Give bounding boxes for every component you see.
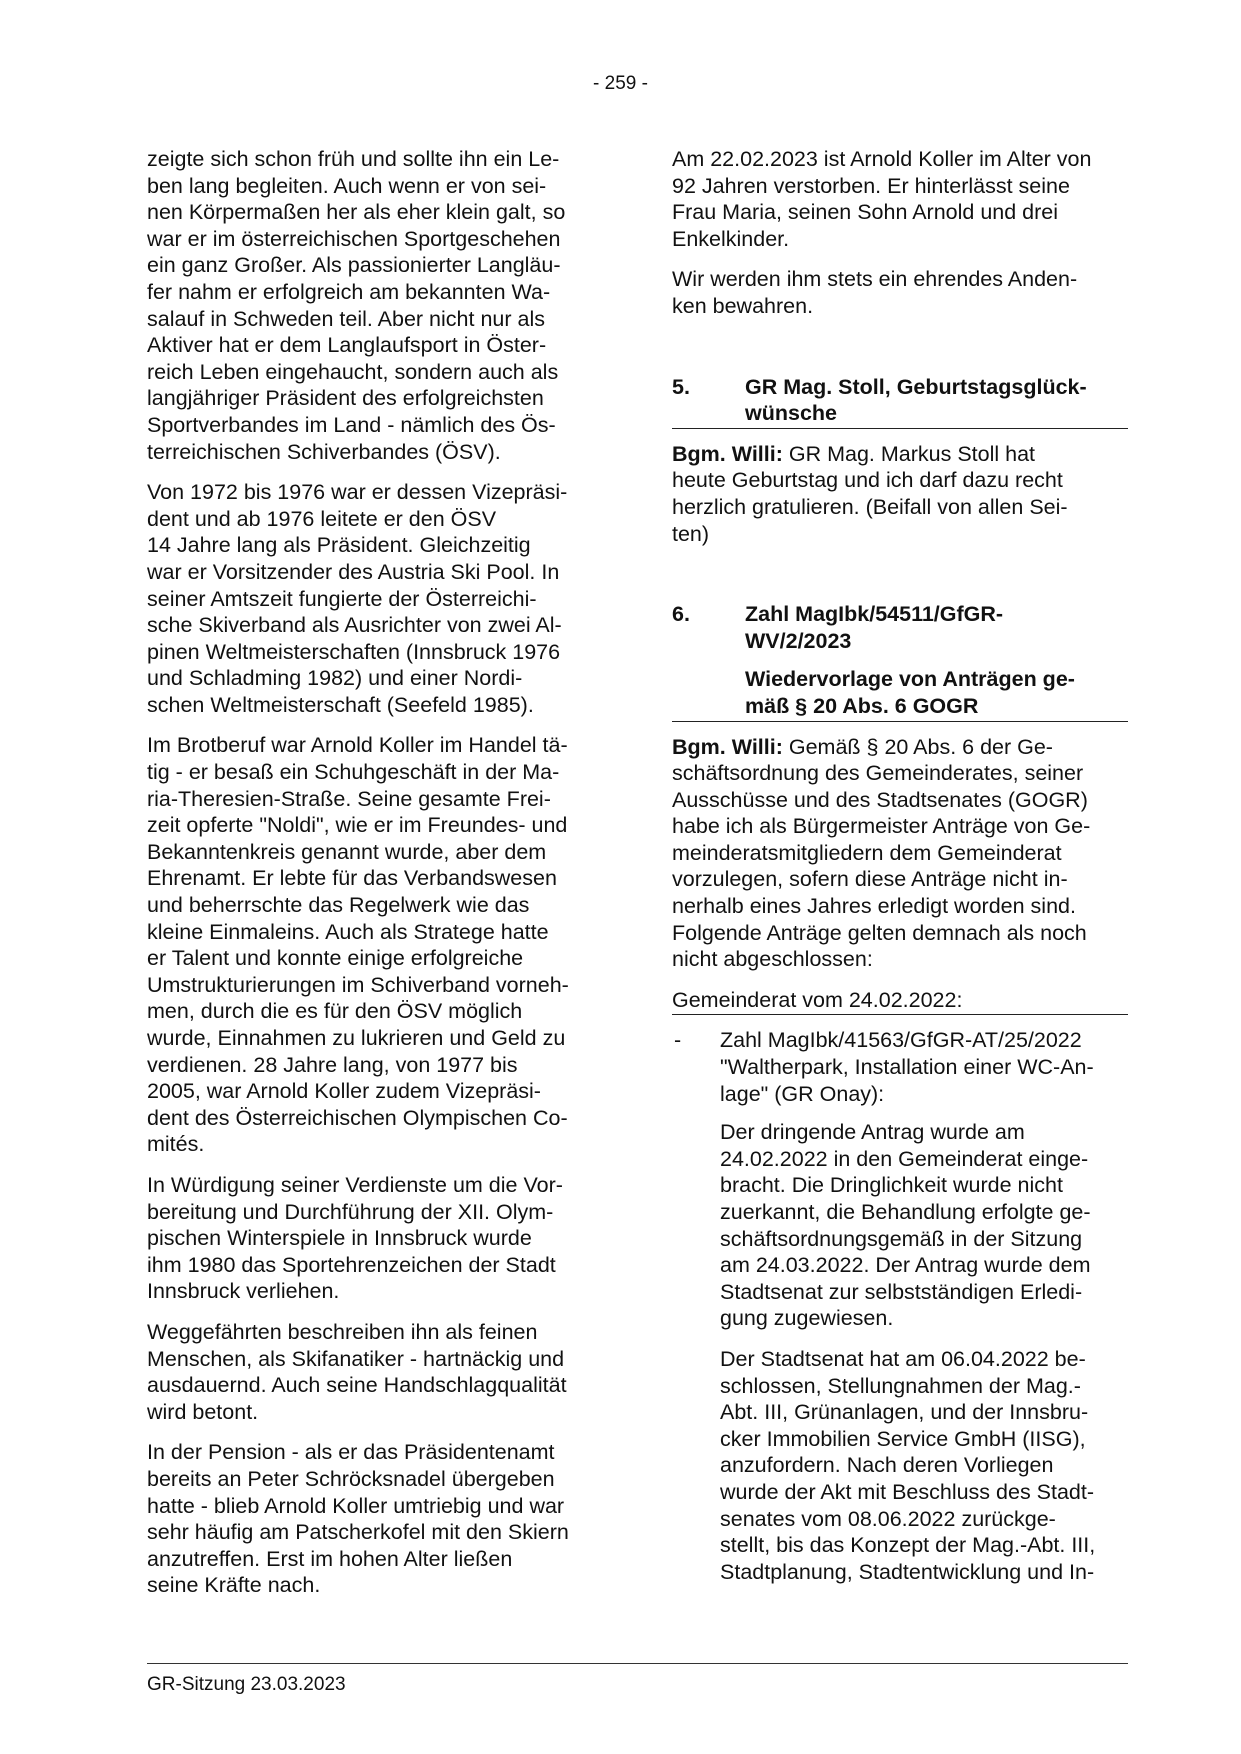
text-span: Gemäß § 20 Abs. 6 der Ge- [782,734,1053,759]
text-line: und Schladming 1982) und einer Nordi- [147,666,523,691]
text-line: nicht abgeschlossen: [672,947,873,972]
text-line: fer nahm er erfolgreich am bekannten Wa- [147,279,551,304]
text-line: heute Geburtstag und ich darf dazu recht [672,468,1063,493]
spacer [672,334,1128,374]
text-line: pinen Weltmeisterschaften (Innsbruck 1976 [147,639,561,664]
text-line: Abt. III, Grünanlagen, und der Innsbru- [720,1400,1089,1425]
left-paragraph-1 [147,146,601,465]
text-line: Stadtsenat zur selbstständigen Erledi- [720,1279,1083,1304]
text-line: stellt, bis das Konzept der Mag.-Abt. III, [720,1533,1096,1558]
text-line: herzlich gratulieren. (Beifall von allen Sei- [672,494,1068,519]
text-line: lage" (GR Onay): [720,1081,885,1106]
text-line: 14 Jahre lang als Präsident. Gleichzeitig [147,533,531,558]
text-line: nen Körpermaßen her als eher klein galt, so [147,200,566,225]
text-line: schäftsordnung des Gemeinderates, seiner [672,761,1084,786]
text-line: senates vom 08.06.2022 zurückge- [720,1506,1056,1531]
text-line: ein ganz Großer. Als passionierter Langläu- [147,253,561,278]
right-paragraph-2 [672,266,1128,319]
text-line: mités. [147,1132,205,1157]
text-line: ten) [672,521,710,546]
text-line: Bekanntenkreis genannt wurde, aber dem [147,839,547,864]
text-line: Im Brotberuf war Arnold Koller im Handel tä- [147,733,568,758]
text-line: reich Leben eingehaucht, sondern auch als [147,359,559,384]
text-line: 24.02.2022 in den Gemeinderat einge- [720,1146,1089,1171]
section-6-body [672,734,1128,973]
left-paragraph-2 [147,479,601,718]
text-line: war er Vorsitzender des Austria Ski Pool. In [147,559,560,584]
text-line: sche Skiverband als Ausrichter von zwei Al- [147,613,562,638]
text-line: Der dringende Antrag wurde am [720,1120,1025,1145]
section-6-title [672,601,1128,654]
section-6-title-line: Zahl MagIbk/54511/GfGR- [745,602,1004,627]
left-paragraph-5 [147,1319,601,1425]
text-line: ausdauernd. Auch seine Handschlagqualität [147,1373,567,1398]
text-line: Wir werden ihm stets ein ehrendes Anden- [672,267,1078,292]
speaker-label: Bgm. Willi: [672,441,783,466]
text-line: bereits an Peter Schröcksnadel übergeben [147,1466,555,1491]
section-5-title-line: wünsche [745,401,837,426]
text-line: ben lang begleiten. Auch wenn er von sei- [147,173,547,198]
text-line: Stadtplanung, Stadtentwicklung und In- [720,1559,1095,1584]
text-line: Umstrukturierungen im Schiverband vorneh- [147,972,569,997]
speaker-label: Bgm. Willi: [672,734,783,759]
text-line: schlossen, Stellungnahmen der Mag.- [720,1373,1081,1398]
text-line: gung zugewiesen. [720,1306,894,1331]
text-span: GR Mag. Markus Stoll hat [782,441,1036,466]
list-dash: - [674,1028,682,1053]
text-line: ken bewahren. [672,293,814,318]
text-line: Menschen, als Skifanatiker - hartnäckig und [147,1346,565,1371]
text-line: tig - er besaß ein Schuhgeschäft in der Ma- [147,760,560,785]
text-line: Ausschüsse und des Stadtsenates (GOGR) [672,787,1088,812]
text-line: Aktiver hat er dem Langlaufsport in Öster- [147,333,547,358]
text-line: nerhalb eines Jahres erledigt worden sind. [672,894,1076,919]
text-line: Folgende Anträge gelten demnach als noch [672,920,1087,945]
text-line: langjähriger Präsident des erfolgreichsten [147,386,544,411]
text-line: men, durch die es für den ÖSV möglich [147,999,523,1024]
text-line: schen Weltmeisterschaft (Seefeld 1985). [147,692,534,717]
text-line: Zahl MagIbk/41563/GfGR-AT/25/2022 [720,1028,1082,1053]
footer-text: GR-Sitzung 23.03.2023 [147,1674,346,1695]
text-line: zuerkannt, die Behandlung erfolgte ge- [720,1200,1091,1224]
page-number: - 259 - [593,73,648,94]
text-line [672,441,1128,468]
text-line: kleine Einmaleins. Auch als Stratege hatte [147,919,549,944]
section-6-heading [672,601,1128,654]
text-line: ihm 1980 das Sportehrenzeichen der Stadt [147,1252,556,1277]
text-line: dent und ab 1976 leitete er den ÖSV [147,506,497,531]
text-line: terreichischen Schiverbandes (ÖSV). [147,439,501,464]
right-column [672,146,1128,1599]
text-line: Der Stadtsenat hat am 06.04.2022 be- [720,1346,1086,1371]
text-line: 2005, war Arnold Koller zudem Vizepräsi- [147,1079,541,1104]
text-line [672,734,1128,761]
footer-rule [147,1663,1128,1664]
text-line: Sportverbandes im Land - nämlich des Ös- [147,412,556,437]
section-6-subtitle-line: Wiedervorlage von Anträgen ge- [745,667,1075,692]
text-line: Gemeinderat vom 24.02.2022: [672,987,963,1012]
text-line: Von 1972 bis 1976 war er dessen Vizepräsi- [147,480,568,505]
text-line: anzufordern. Nach deren Vorliegen [720,1453,1054,1478]
text-line: Enkelkinder. [672,226,790,251]
text-line: cker Immobilien Service GmbH (IISG), [720,1426,1086,1451]
text-line: seine Kräfte nach. [147,1573,321,1598]
text-line: Frau Maria, seinen Sohn Arnold und drei [672,200,1059,225]
text-line: pischen Winterspiele in Innsbruck wurde [147,1226,532,1251]
section-6-title-line: WV/2/2023 [745,628,852,653]
text-line: zeit opferte "Noldi", wie er im Freundes- und [147,813,568,838]
text-line: anzutreffen. Erst im hohen Alter ließen [147,1546,513,1571]
text-line: und beherrschte das Regelwerk wie das [147,893,530,918]
text-line: war er im österreichischen Sportgeschehen [147,226,561,251]
text-line: Weggefährten beschreiben ihn als feinen [147,1319,538,1344]
text-line: 92 Jahren verstorben. Er hinterlässt seine [672,173,1070,198]
text-line: hatte - blieb Arnold Koller umtriebig und war [147,1493,565,1518]
right-paragraph-1 [672,146,1128,252]
text-line: "Waltherpark, Installation einer WC-An- [720,1055,1094,1080]
text-line: zeigte sich schon früh und sollte ihn ein Le- [147,147,560,171]
text-line: In Würdigung seiner Verdienste um die Vor- [147,1172,563,1197]
text-line: er Talent und konnte einige erfolgreiche [147,946,524,971]
text-line: vorzulegen, sofern diese Anträge nicht in- [672,867,1068,892]
text-line: meinderatsmitgliedern dem Gemeinderat [672,840,1062,865]
left-paragraph-3 [147,732,601,1158]
text-line: habe ich als Bürgermeister Anträge von Ge- [672,814,1091,839]
indented-paragraph-2 [672,1346,1128,1585]
text-line: wird betont. [147,1399,259,1424]
left-paragraph-4 [147,1172,601,1305]
text-line: seiner Amtszeit fungierte der Österreichi- [147,586,537,611]
section-6-subtitle-line: mäß § 20 Abs. 6 GOGR [745,693,979,718]
text-line: schäftsordnungsgemäß in der Sitzung [720,1226,1083,1251]
text-line: Innsbruck verliehen. [147,1279,340,1304]
spacer [672,561,1128,601]
text-line: bracht. Die Dringlichkeit wurde nicht [720,1173,1063,1198]
text-line: dent des Österreichischen Olympischen Co- [147,1105,568,1130]
left-paragraph-6 [147,1439,601,1599]
text-line: verdienen. 28 Jahre lang, von 1977 bis [147,1052,518,1077]
section-5-number: 5. [672,374,690,399]
text-line: Ehrenamt. Er lebte für das Verbandswesen [147,866,557,891]
left-column [147,146,601,1613]
session-label [672,987,1128,1016]
text-line: salauf in Schweden teil. Aber nicht nur als [147,306,545,331]
section-5-title-line: GR Mag. Stoll, Geburtstagsglück- [745,374,1087,399]
text-line: ria-Theresien-Straße. Seine gesamte Frei- [147,786,551,811]
text-line: Am 22.02.2023 ist Arnold Koller im Alter von [672,147,1092,171]
text-line: sehr häufig am Patscherkofel mit den Skiern [147,1520,569,1545]
section-5-heading [672,374,1128,429]
section-5-body [672,441,1128,547]
text-line: am 24.03.2022. Der Antrag wurde dem [720,1253,1091,1278]
text-line: In der Pension - als er das Präsidentenamt [147,1440,555,1465]
indented-paragraph-1 [672,1119,1128,1332]
text-line: bereitung und Durchführung der XII. Olym- [147,1199,554,1224]
list-item [672,1027,1128,1107]
section-6-number: 6. [672,602,690,627]
section-6-subtitle [672,666,1128,721]
text-line: wurde, Einnahmen zu lukrieren und Geld zu [147,1026,566,1050]
text-line: wurde der Akt mit Beschluss des Stadt- [720,1479,1095,1504]
